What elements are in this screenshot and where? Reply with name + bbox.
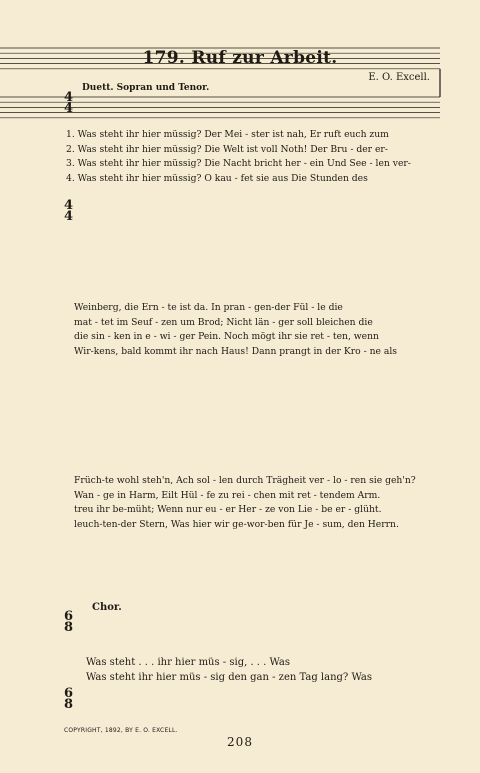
lyric-line: 4. Was steht ihr hier müssig? O kau - fet sie aus Die Stunden des	[66, 172, 368, 184]
time-signature-treble: 4 4	[64, 90, 74, 116]
time-signature-bass: 4 4	[64, 198, 74, 224]
lyric-line: Was steht ihr hier müs - sig den gan - zen Tag lang? Was	[86, 672, 372, 683]
voice-label: Duett. Sopran und Tenor.	[82, 83, 210, 93]
page-number: 208	[227, 735, 253, 749]
lyric-line: 2. Was steht ihr hier müssig? Die Welt ist voll Noth! Der Bru - der er-	[66, 143, 388, 155]
lyric-line: die sin - ken in e - wi - ger Pein. Noch mögt ihr sie ret - ten, wenn	[74, 331, 379, 343]
hymn-name: Ruf zur Arbeit.	[191, 48, 338, 68]
lyric-line: mat - tet im Seuf - zen um Brod; Nicht län - ger soll bleichen die	[74, 316, 373, 328]
chorus-label: Chor.	[92, 602, 122, 613]
composer: E. O. Excell.	[368, 72, 430, 83]
lyric-line: Wan - ge in Harm, Eilt Hül - fe zu rei - chen mit ret - tendem Arm.	[74, 489, 381, 501]
lyrics-system-1	[66, 128, 442, 186]
lyric-line: Weinberg, die Ern - te ist da. In pran - gen-der Fül - le die	[74, 302, 343, 313]
hymn-number: 179.	[142, 48, 186, 68]
lyrics-chorus	[86, 655, 440, 685]
chorus-time-signature-treble: 6 8	[64, 609, 74, 635]
lyric-line: Wir-kens, bald kommt ihr nach Haus! Dann prangt in der Kro - ne als	[74, 345, 398, 357]
lyric-line: Früch-te wohl steh'n, Ach sol - len durch Trägheit ver - lo - ren sie geh'n?	[74, 475, 416, 486]
lyric-line: 3. Was steht ihr hier müssig? Die Nacht bricht her - ein Und See - len ver-	[66, 158, 411, 170]
lyrics-system-3	[74, 474, 440, 532]
lyric-line: treu ihr be-müht; Wenn nur eu - er Her - ze von Lie - be er - glüht.	[74, 504, 382, 516]
copyright: COPYRIGHT, 1892, BY E. O. EXCELL.	[64, 727, 178, 734]
lyric-line: leuch-ten-der Stern, Was hier wir ge-wor-ben für Je - sum, den Herrn.	[74, 518, 399, 530]
lyric-line: Was steht . . . ihr hier müs - sig, . . . Was	[86, 657, 291, 668]
lyrics-system-2	[74, 301, 440, 359]
lyric-line: 1. Was steht ihr hier müssig? Der Mei - ster ist nah, Er ruft euch zum	[66, 129, 389, 140]
chorus-time-signature-bass: 6 8	[64, 686, 74, 712]
